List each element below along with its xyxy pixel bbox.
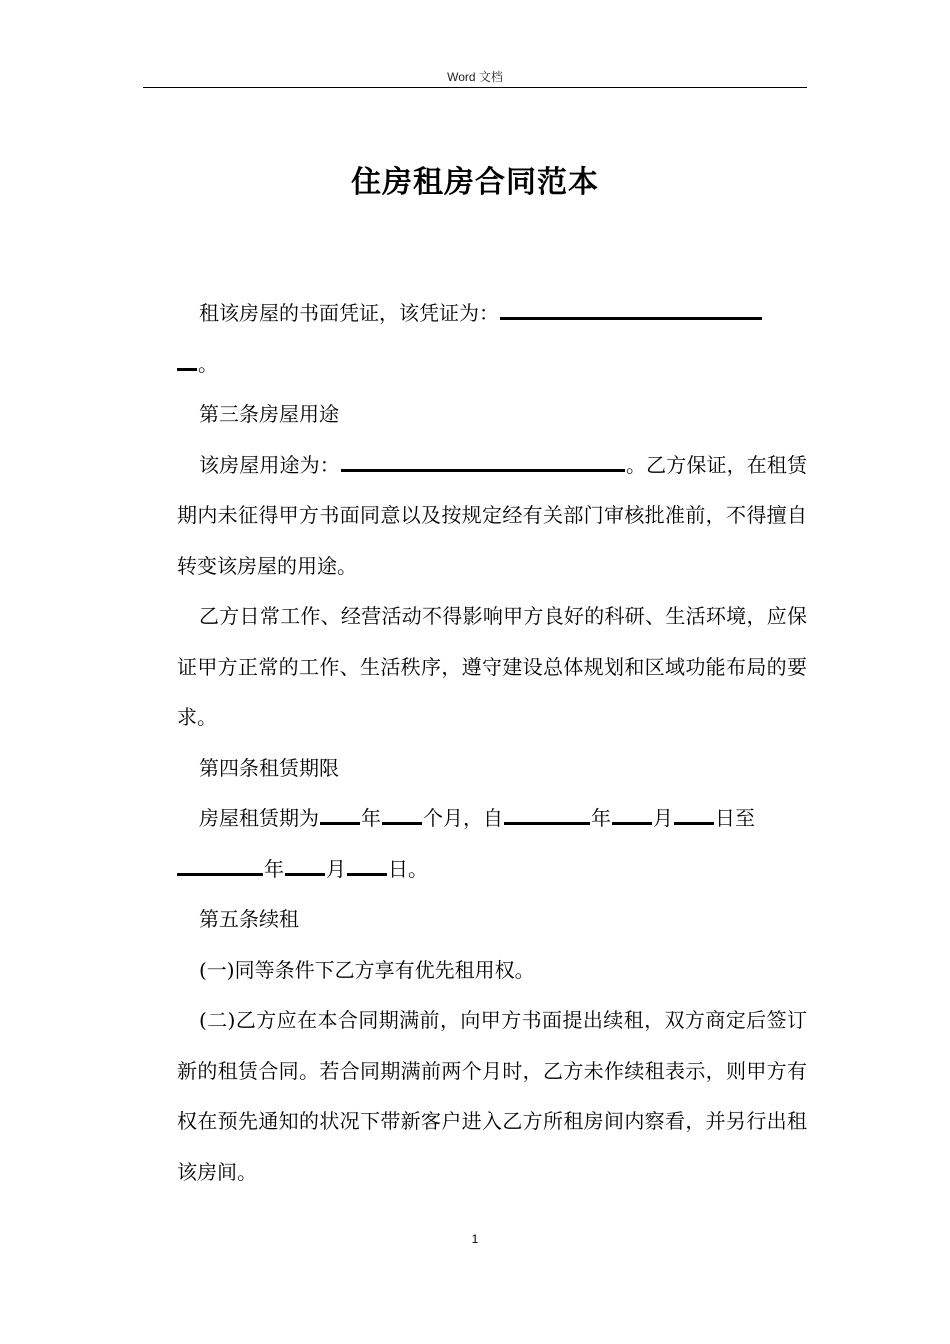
paragraph-term	[177, 793, 807, 894]
paragraph-text: 日。	[388, 856, 428, 881]
fill-in-blank	[500, 297, 762, 320]
paragraph-priority: (一)同等条件下乙方享有优先租用权。	[199, 957, 535, 982]
fill-in-blank	[674, 802, 714, 825]
document-header-label: Word 文档	[447, 70, 503, 84]
fill-in-blank	[285, 853, 325, 876]
paragraph-text: 。乙方保证，在租赁期内未征得甲方书面同意以及按规定经有关部门审核批准前，不得擅自转变该房屋的用途。	[177, 452, 807, 578]
paragraph-certificate	[177, 288, 807, 389]
paragraph-obligations: 乙方日常工作、经营活动不得影响甲方良好的科研、生活环境，应保证甲方正常的工作、生活秩序，遵守建设总体规划和区域功能布局的要求。	[177, 604, 807, 729]
paragraph-text: 租该房屋的书面凭证，该凭证为：	[199, 301, 499, 325]
document-title: 住房租房合同范本	[351, 165, 599, 200]
header-divider	[143, 87, 807, 88]
paragraph-renewal: (二)乙方应在本合同期满前，向甲方书面提出续租，双方商定后签订新的租赁合同。若合同期满前两个月时，乙方未作续租表示，则甲方有权在预先通知的状况下带新客户进入乙方所租房间内察看，并另行出租该房间。	[177, 1008, 807, 1184]
paragraph-text: 年	[264, 856, 284, 881]
fill-in-blank	[341, 449, 625, 472]
section-heading-3: 第三条房屋用途	[199, 402, 339, 426]
section-heading-5: 第五条续租	[199, 907, 299, 931]
paragraph-text: 个月，自	[423, 806, 503, 830]
paragraph-text: 月	[326, 856, 346, 881]
paragraph-text: 年	[591, 806, 611, 830]
paragraph-text: 年	[361, 806, 381, 830]
page-number: 1	[471, 1232, 479, 1246]
paragraph-text: 日至	[715, 806, 755, 830]
paragraph-text: 。	[198, 351, 218, 376]
document-body	[177, 288, 807, 1197]
fill-in-blank	[612, 802, 652, 825]
fill-in-blank	[347, 853, 387, 876]
fill-in-blank	[504, 802, 590, 825]
paragraph-text: 月	[653, 806, 673, 830]
paragraph-usage	[177, 440, 807, 592]
paragraph-text: 房屋租赁期为	[199, 806, 319, 830]
fill-in-blank	[177, 348, 197, 371]
section-heading-4: 第四条租赁期限	[199, 755, 339, 780]
fill-in-blank	[320, 802, 360, 825]
paragraph-text: 该房屋用途为：	[199, 452, 340, 477]
fill-in-blank	[382, 802, 422, 825]
fill-in-blank	[177, 853, 263, 876]
